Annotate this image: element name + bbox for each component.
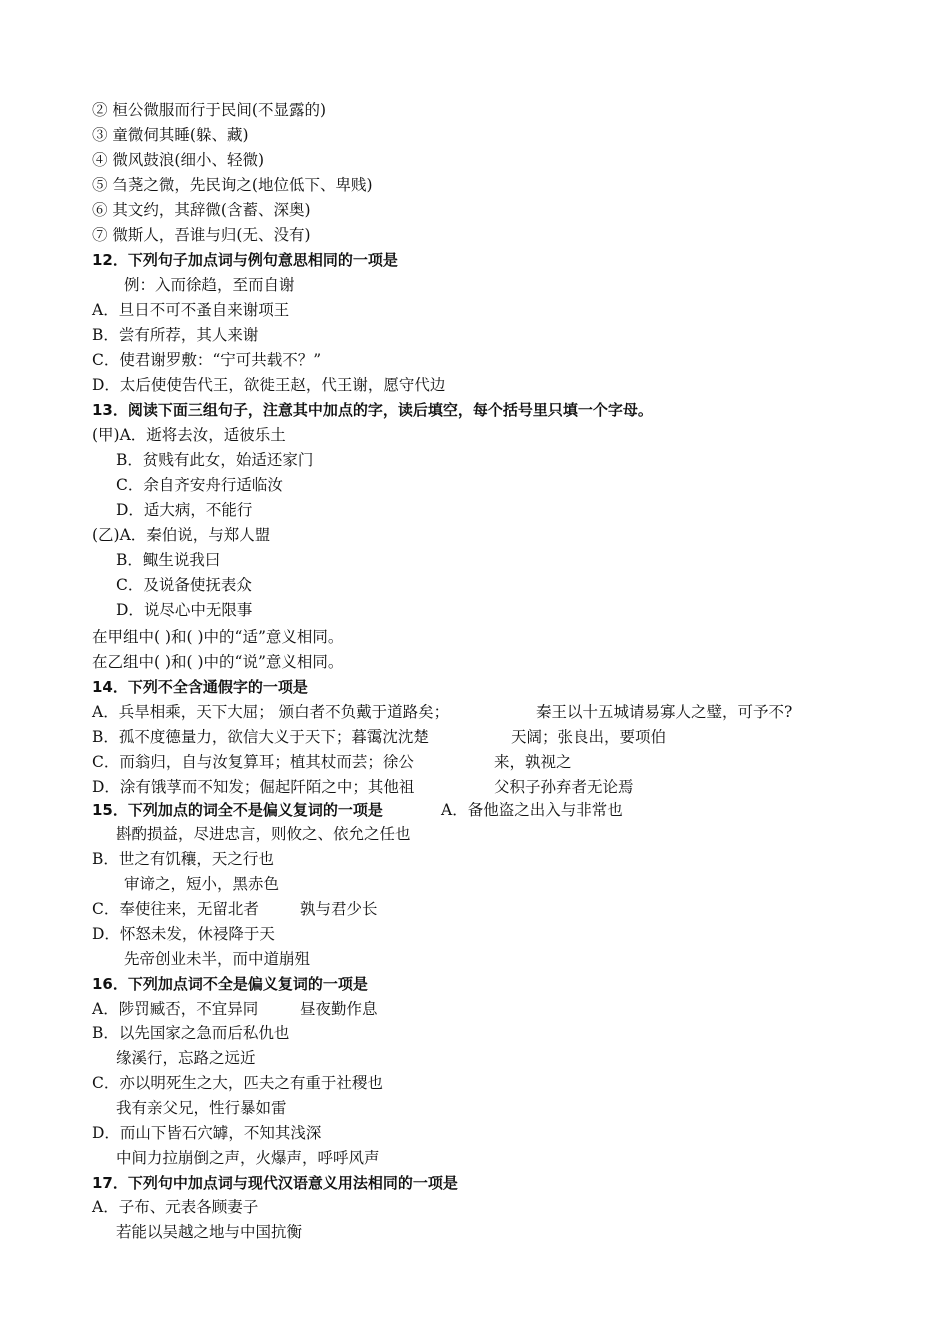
group-yi-b: B．鲰生说我曰 (116, 551, 221, 569)
option-c: C．奉使往来，无留北者 (92, 900, 259, 918)
option-c-cont: 来，孰视之 (494, 753, 572, 771)
option-b: B．孤不度德量力，欲信大义于天下；暮霭沈沈楚 (92, 728, 429, 746)
group-jia-b: B．贫贱有此女，始适还家门 (116, 451, 314, 469)
option-b-second: 审谛之，短小，黑赤色 (124, 875, 280, 893)
question-17-title: 17．下列句中加点词与现代汉语意义用法相同的一项是 (92, 1174, 458, 1192)
text-line: ⑦ 微斯人，吾谁与归(无、没有) (92, 226, 311, 244)
option-b-cont: 天阔；张良出，要项伯 (511, 728, 667, 746)
text-line: ③ 童微伺其睡(躲、藏) (92, 126, 249, 144)
group-jia-c: C．余自齐安舟行适临汝 (116, 476, 283, 494)
group-yi-c: C．及说备使抚表众 (116, 576, 252, 594)
question-13-title: 13．阅读下面三组句子，注意其中加点的字，读后填空，每个括号里只填一个字母。 (92, 401, 653, 419)
group-yi-d: D．说尽心中无限事 (116, 601, 253, 619)
option-a-second: 若能以吴越之地与中国抗衡 (116, 1223, 303, 1241)
fill-blank-yi: 在乙组中( )和( )中的“说”意义相同。 (92, 653, 344, 671)
example-sentence: 例：入而徐趋，至而自谢 (124, 276, 295, 294)
question-16-title: 16．下列加点词不全是偏义复词的一项是 (92, 975, 368, 993)
text-line: ⑥ 其文约，其辞微(含蓄、深奥) (92, 201, 311, 219)
text-line: ⑤ 刍荛之微，先民询之(地位低下、卑贱) (92, 176, 373, 194)
option-d: D．怀怒未发，休祲降于天 (92, 925, 275, 943)
option-a-second: 斟酌损益，尽进忠言，则攸之、依允之任也 (116, 825, 411, 843)
fill-blank-jia: 在甲组中( )和( )中的“适”意义相同。 (92, 628, 344, 646)
question-12-title: 12．下列句子加点词与例句意思相同的一项是 (92, 251, 398, 269)
option-a: A．旦日不可不蚤自来谢项王 (92, 301, 290, 319)
option-b: B．世之有饥穰，天之行也 (92, 850, 274, 868)
question-15-title: 15．下列加点的词全不是偏义复词的一项是 (92, 801, 383, 819)
option-b: B．尝有所荐，其人来谢 (92, 326, 259, 344)
option-a: A．陟罚臧否，不宜异同 (92, 1000, 259, 1018)
option-d-cont: 父积子孙弃者无论焉 (494, 778, 634, 796)
option-d-second: 先帝创业未半，而中道崩殂 (124, 950, 311, 968)
text-line: ④ 微风鼓浪(细小、轻微) (92, 151, 265, 169)
option-d-second: 中间力拉崩倒之声，火爆声，呼呼风声 (116, 1149, 380, 1167)
option-d: D．涂有饿莩而不知发；倔起阡陌之中；其他祖 (92, 778, 415, 796)
option-c: C．而翁归，自与汝复算耳；植其杖而芸；徐公 (92, 753, 414, 771)
text-line: ② 桓公微服而行于民间(不显露的) (92, 101, 327, 119)
question-14-title: 14．下列不全含通假字的一项是 (92, 678, 308, 696)
option-c-second: 孰与君少长 (300, 900, 378, 918)
group-jia-d: D．适大病，不能行 (116, 501, 253, 519)
option-c: C．使君谢罗敷：“宁可共载不？” (92, 351, 322, 369)
option-a-cont: 秦王以十五城请易寡人之璧，可予不? (536, 703, 793, 721)
option-d: D．太后使使告代王，欲徙王赵，代王谢，愿守代边 (92, 376, 446, 394)
option-a: A．兵旱相乘，天下大屈； 颁白者不负戴于道路矣； (92, 703, 450, 721)
group-jia-a: (甲)A．逝将去汝，适彼乐土 (92, 426, 286, 444)
option-a: A．子布、元表各顾妻子 (92, 1198, 259, 1216)
option-b-second: 缘溪行，忘路之远近 (116, 1049, 256, 1067)
option-a-second: 昼夜勤作息 (300, 1000, 378, 1018)
option-b: B．以先国家之急而后私仇也 (92, 1024, 290, 1042)
group-yi-a: (乙)A．秦伯说，与郑人盟 (92, 526, 271, 544)
option-d: D．而山下皆石穴罅，不知其浅深 (92, 1124, 322, 1142)
option-c: C．亦以明死生之大，匹夫之有重于社稷也 (92, 1074, 383, 1092)
option-a: A．备他盗之出入与非常也 (441, 801, 623, 819)
option-c-second: 我有亲父兄，性行暴如雷 (116, 1099, 287, 1117)
